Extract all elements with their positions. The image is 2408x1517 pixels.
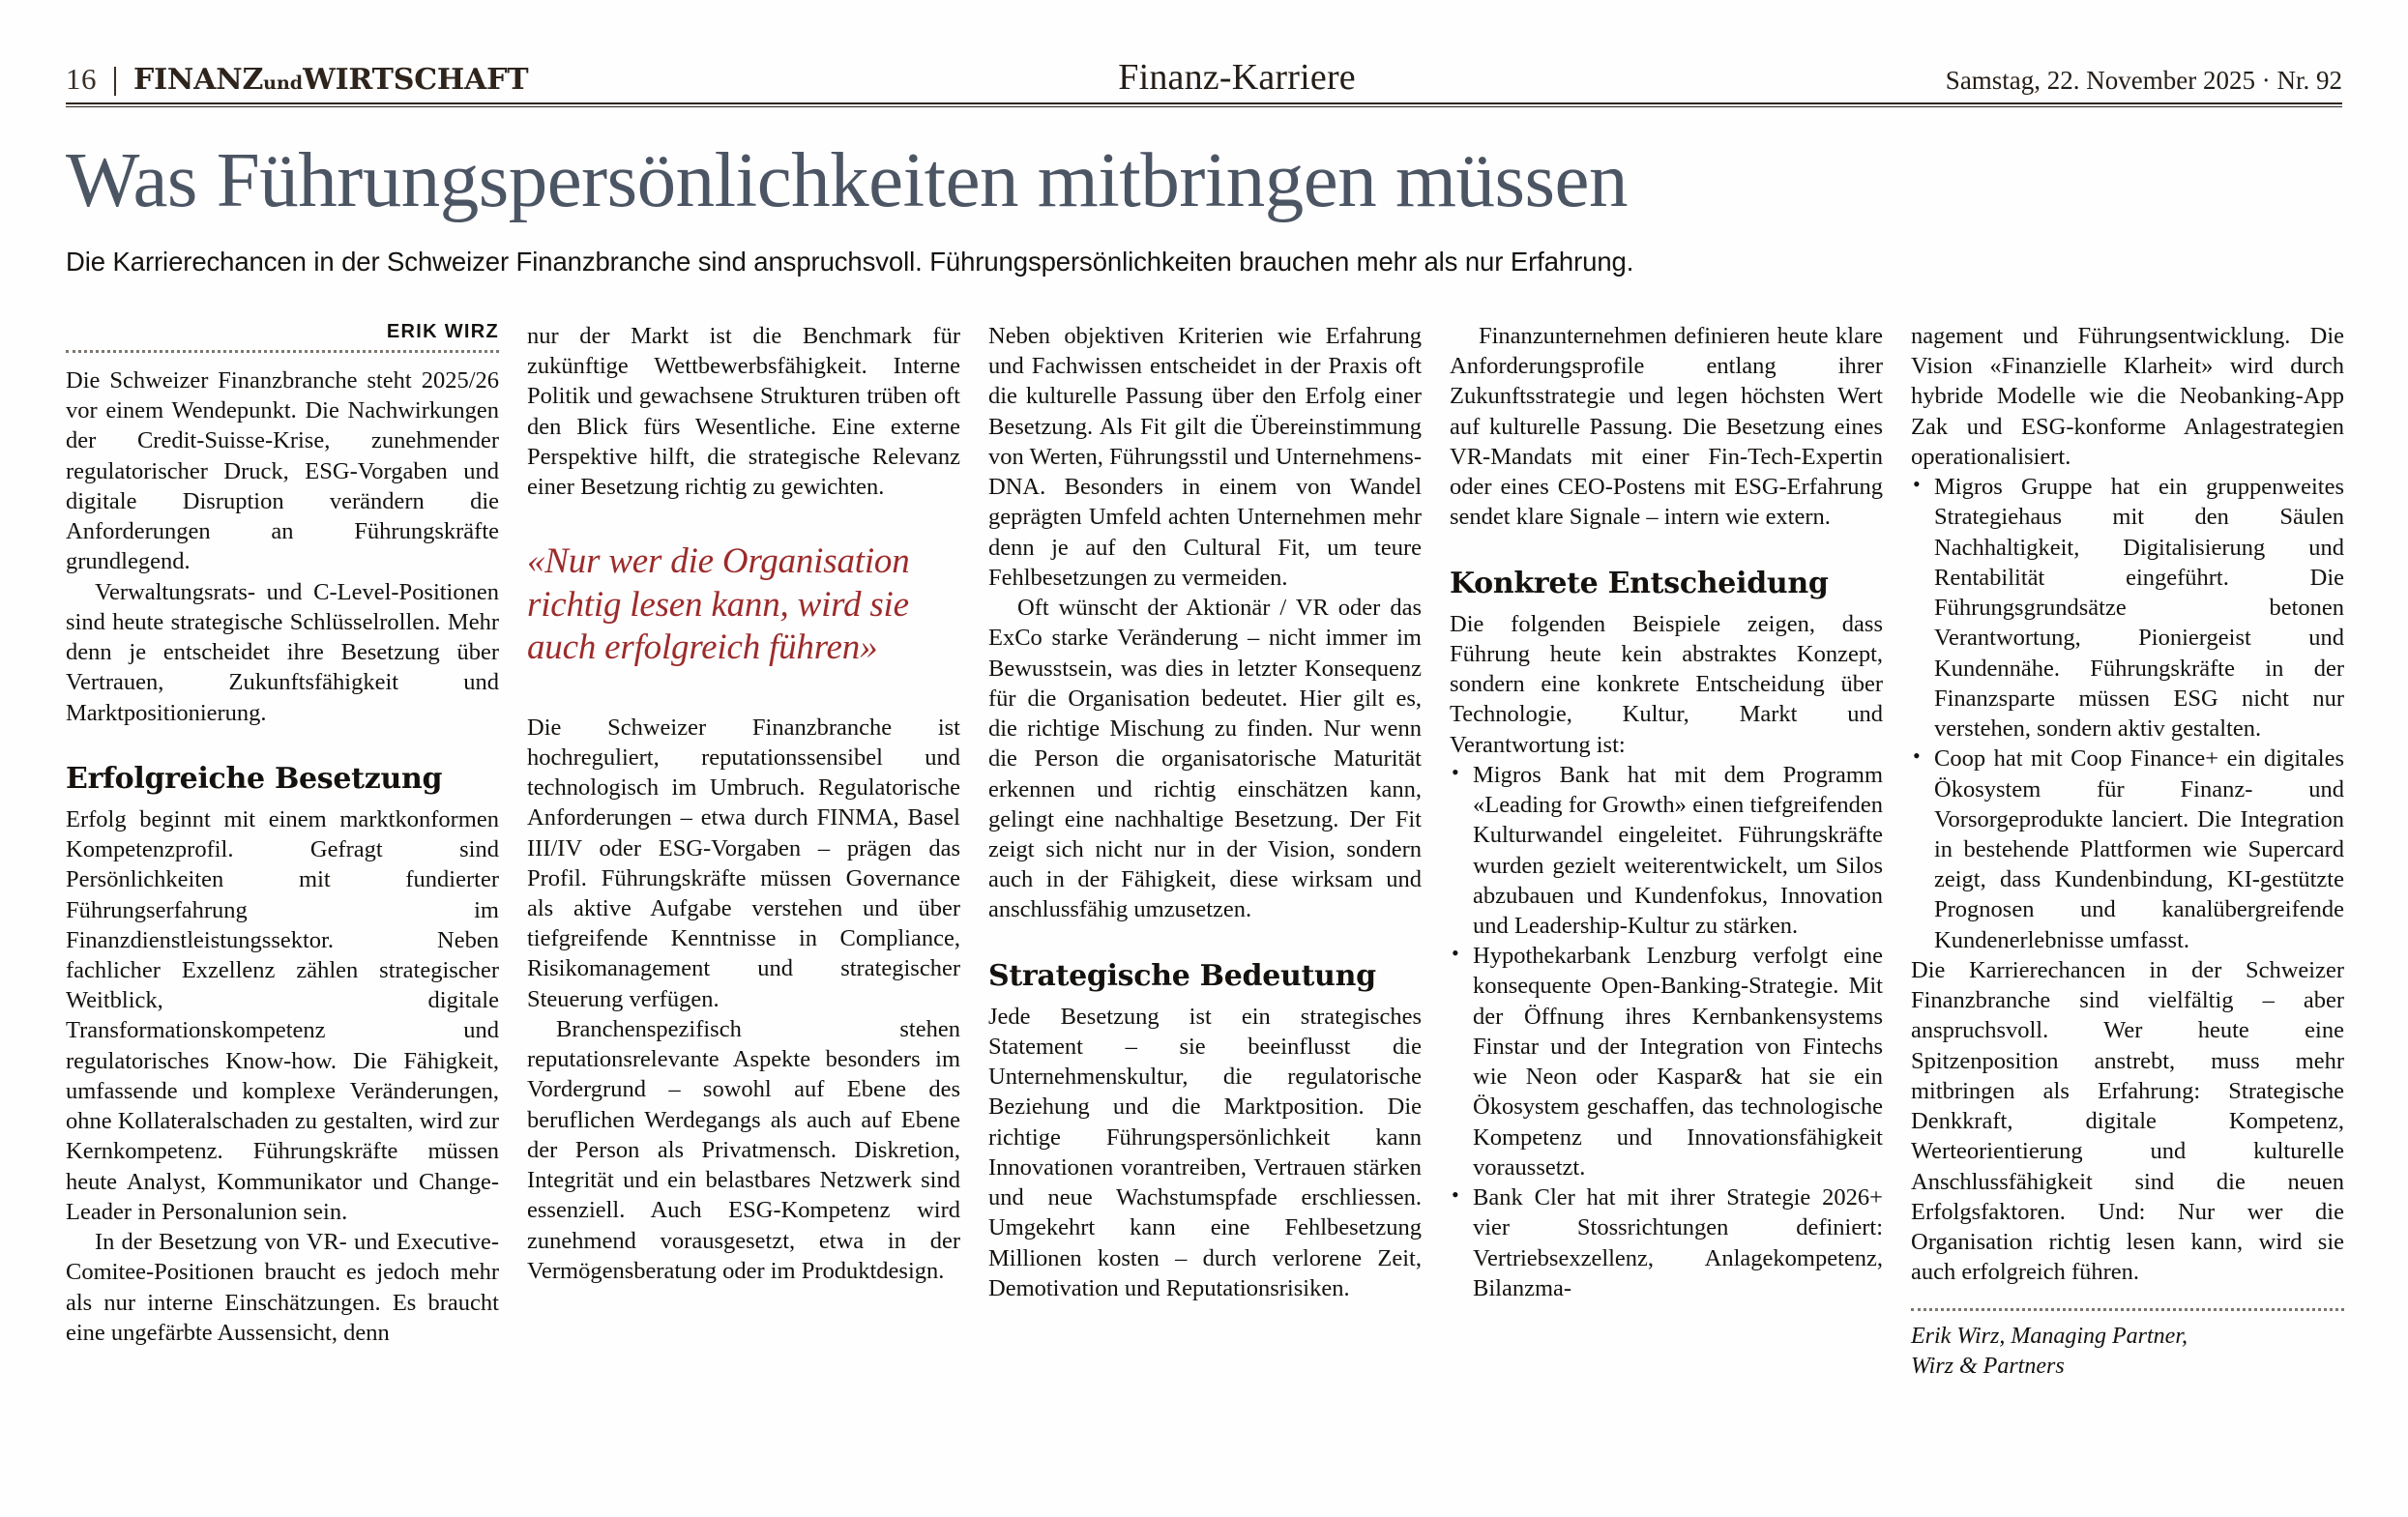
section-title: Finanz-Karriere [1118,57,1356,98]
page-number: 16 [66,62,97,96]
signature-dotted-rule [1911,1308,2344,1311]
article-columns [66,321,2342,1382]
list-item: • Migros Bank hat mit dem Programm «Leading for Growth» einen tiefgreifenden Kulturwandel eingeleitet. Führungskräfte wurden gezielt weiterentwickelt, um Silos abzubauen und Kundenfokus, Innovation und Leadership-Kultur zu stärken. [1450,760,1883,941]
issue-date: Samstag, 22. November 2025 · Nr. 92 [1945,66,2342,95]
paragraph: Branchenspezifisch stehen reputationsrelevante Aspekte besonders im Vordergrund – sowohl auf Ebene des beruflichen Werdegangs als auch auf Ebene der Person als Privatmensch. Diskretion, Integrität und ein belastbares Netzwerk sind essenziell. Auch ESG-Kompetenz wird zunehmend vorausgesetzt, etwa in der Vermögensberatung oder im Produktdesign. [527,1015,960,1284]
column-4 [1450,321,1883,1303]
signature-line-1: Erik Wirz, Managing Partner, [1911,1324,2188,1350]
section-heading-strategische-bedeutung: Strategische Bedeutung [988,958,1376,993]
logo-word-wirtschaft: WIRTSCHAFT [303,62,529,97]
paragraph: Neben objektiven Kriterien wie Erfahrung und Fachwissen entscheidet in der Praxis oft die kulturelle Passung über den Erfolg einer Besetzung. Als Fit gilt die Übereinstimmung von Werten, Führungsstil und Unternehmens-DNA. Besonders in einem von Wandel geprägten Umfeld achten Unternehmen mehr denn je auf den Cultural Fit, um teure Fehlbesetzungen zu vermeiden. [988,322,1422,591]
list-item: • Hypothekarbank Lenzburg verfolgt eine konsequente Open-Banking-Strategie. Mit der Öffnung ihres Kernbankensystems Finstar und der Integration von Fintechs wie Neon oder Kaspar& hat sie ein Ökosystem geschaffen, das technologische Kompetenz und Innovationsfähigkeit voraussetzt. [1450,941,1883,1182]
pull-quote: «Nur wer die Organisation richtig lesen kann, wird sie auch erfolgreich führen» [527,541,910,668]
article-headline: Was Führungspersönlichkeiten mitbringen müssen [66,136,1628,223]
paragraph: Jede Besetzung ist ein strategisches Statement – sie beeinflusst die Unternehmenskultur, die regulatorische Beziehung und die Marktposition. Die richtige Führungspersönlichkeit kann Innovationen vorantreiben, Vertrauen stärken und neue Wachstumspfade erschliessen. Umgekehrt kann eine Fehlbesetzung Millionen kosten – durch verlorene Zeit, Demotivation und Reputationsrisiken. [988,1003,1422,1301]
paragraph: Die folgenden Beispiele zeigen, dass Führung heute kein abstraktes Konzept, sondern eine konkrete Entscheidung über Technologie, Kultur, Markt und Verantwortung ist: [1450,610,1883,758]
column-2 [527,321,960,1286]
publication-logo[interactable] [133,63,528,97]
list-item: • Migros Gruppe hat ein gruppenweites Strategiehaus mit den Säulen Nachhaltigkeit, Digitalisierung und Rentabilität eingeführt. Die Führungsgrundsätze betonen Verantwortung, Pioniergeist und Kundennähe. Führungskräfte in der Finanzsparte müssen ESG nicht nur verstehen, sondern aktiv gestalten. [1911,472,2344,744]
paragraph: In der Besetzung von VR- und Executive-Comitee-Positionen braucht es jedoch mehr als nur interne Einschätzungen. Es braucht eine ungefärbte Aussensicht, denn [66,1229,499,1346]
paragraph: Die Karrierechancen in der Schweizer Finanzbranche sind vielfältig – aber anspruchsvoll. Wer heute eine Spitzenposition anstrebt, muss mehr mitbringen als Erfahrung: Strategische Denkkraft, digitale Kompetenz, Werteorientierung und kulturelle Anschlussfähigkeit sind die neuen Erfolgsfaktoren. Und: Nur wer die Organisation richtig lesen kann, wird sie auch erfolgreich führen. [1911,956,2344,1286]
paragraph: Verwaltungsrats- und C-Level-Positionen sind heute strategische Schlüsselrollen. Mehr denn je entscheidet ihre Besetzung über Vertrauen, Zukunftsfähigkeit und Marktpositionierung. [66,578,499,726]
paragraph: Erfolg beginnt mit einem marktkonformen Kompetenzprofil. Gefragt sind Persönlichkeiten mit fundierter Führungserfahrung im Finanzdienstleistungssektor. Neben fachlicher Exzellenz zählen strategischer Weitblick, digitale Transformationskompetenz und regulatorisches Know-how. Die Fähigkeit, umfassende und komplexe Veränderungen, ohne Kollateralschaden zu gestalten, wird zur Kernkompetenz. Führungskräfte müssen heute Analyst, Kommunikator und Change-Leader in Personalunion sein. [66,805,499,1225]
masthead-rule-thin [66,106,2342,107]
article-byline: ERIK WIRZ [386,320,499,342]
logo-word-und: und [263,72,304,94]
paragraph: nur der Markt ist die Benchmark für zukünftige Wettbewerbsfähigkeit. Interne Politik und gewachsene Strukturen trüben oft den Blick fürs Wesentliche. Eine externe Perspektive hilft, die strategische Relevanz einer Besetzung richtig zu gewichten. [527,322,960,501]
list-item: • Coop hat mit Coop Finance+ ein digitales Ökosystem für Finanz- und Vorsorgeprodukte lanciert. Die Integration in bestehende Plattformen wie Supercard zeigt, dass Kundenbindung, KI-gestützte Prognosen und kanalübergreifende Kundenerlebnisse umfasst. [1911,744,2344,955]
masthead [66,0,2342,98]
masthead-rule-thick [66,102,2342,104]
example-list-continued [1911,472,2344,955]
column-3 [988,321,1422,1303]
list-item: • Bank Cler hat mit ihrer Strategie 2026+ vier Stossrichtungen definiert: Vertriebsexzellenz, Anlagekompetenz, Bilanzma- [1450,1182,1883,1303]
paragraph: Die Schweizer Finanzbranche ist hochreguliert, reputationssensibel und technologisch im Umbruch. Regulatorische Anforderungen – etwa durch FINMA, Basel III/IV oder ESG-Vorgaben – prägen das Profil. Führungskräfte müssen Governance als aktive Aufgabe verstehen und über tiefgreifende Kenntnisse in Compliance, Risikomanagement und strategischer Steuerung verfügen. [527,714,960,1012]
section-heading-konkrete-entscheidung: Konkrete Entscheidung [1450,566,1829,600]
paragraph: Oft wünscht der Aktionär / VR oder das ExCo starke Veränderung – nicht immer im Bewusstsein, was dies in letzter Konsequenz für die Organisation bedeutet. Hier gilt es, die richtige Mischung zu finden. Nur wenn die Person die organisatorische Maturität erkennen und richtig einschätzen kann, gelingt eine nachhaltige Besetzung. Der Fit zeigt sich nicht nur in der Vision, sondern auch in der Fähigkeit, diese wirksam und anschlussfähig umzusetzen. [988,595,1422,923]
article-subhead: Die Karrierechancen in der Schweizer Finanzbranche sind anspruchsvoll. Führungspersönlichkeiten brauchen mehr als nur Erfahrung. [66,246,1634,277]
masthead-left [66,62,528,97]
example-list [1450,760,1883,1303]
signature-line-2: Wirz & Partners [1911,1354,2065,1380]
masthead-divider-icon [114,67,116,96]
column-1 [66,321,499,1348]
author-signature [1911,1322,2344,1381]
paragraph: nagement und Führungsentwicklung. Die Vision «Finanzielle Klarheit» wird durch hybride Modelle wie die Neobanking-App Zak und ESG-konforme Anlagestrategien operationalisiert. [1911,322,2344,470]
column-5 [1911,321,2344,1382]
logo-word-finanz: FINANZ [133,62,264,97]
byline-dotted-rule [66,350,499,353]
paragraph: Finanzunternehmen definieren heute klare Anforderungsprofile entlang ihrer Zukunftsstrategie und legen höchsten Wert auf kulturelle Passung. Die Besetzung eines VR-Mandats mit einer Fin-Tech-Expertin oder eines CEO-Postens mit ESG-Erfahrung sendet klare Signale – intern wie extern. [1450,322,1883,531]
section-heading-erfolgreiche-besetzung: Erfolgreiche Besetzung [66,761,443,796]
paragraph: Die Schweizer Finanzbranche steht 2025/26 vor einem Wendepunkt. Die Nachwirkungen der Credit-Suisse-Krise, zunehmender regulatorischer Druck, ESG-Vorgaben und digitale Disruption verändern die Anforderungen an Führungskräfte grundlegend. [66,366,499,575]
